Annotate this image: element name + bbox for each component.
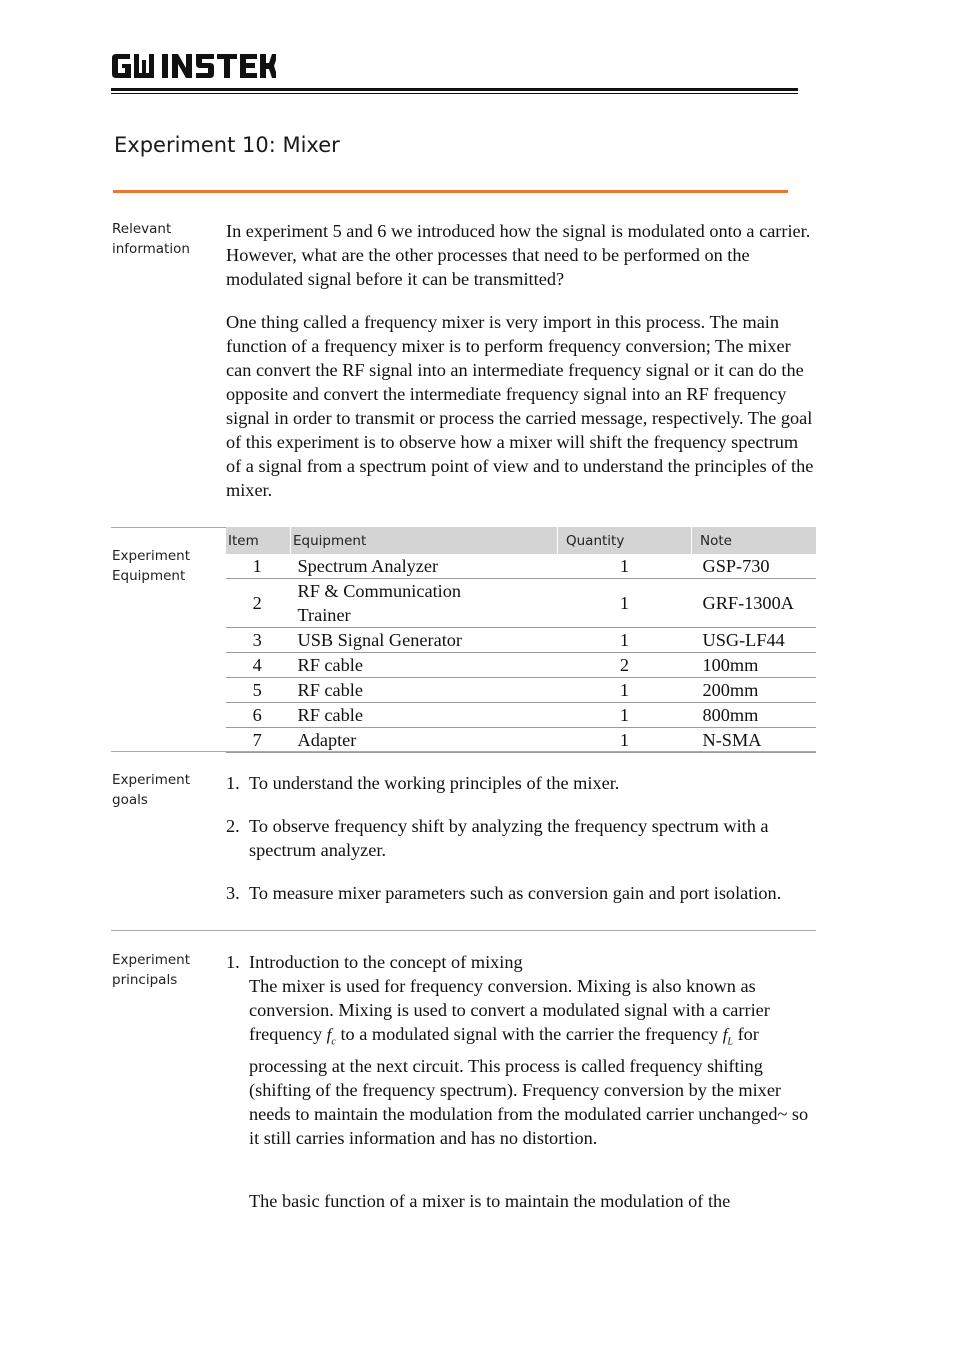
header-item: Item: [226, 527, 291, 554]
goal-item-1: [226, 771, 816, 795]
principal-body: [249, 950, 816, 1150]
cell-quantity: 1: [558, 678, 692, 703]
cell-note: USG-LF44: [692, 628, 817, 653]
symbol-fc-f: f: [326, 1025, 332, 1044]
goal-text: To measure mixer parameters such as conversion gain and port isolation.: [249, 883, 782, 903]
goal-number: 1.: [226, 773, 240, 793]
table-row: [226, 653, 816, 678]
table-header-row: [226, 527, 816, 554]
relevant-p2-text: One thing called a frequency mixer is very import in this process. The main function of a frequency mixer is to perform frequency conversion; The mixer can convert the RF signal into an intermediate frequency signal or it can do the opposite and convert the intermediate frequency signal into an RF frequency signal in order to transmit or process the carried message, respectively. The goal of this experiment is to observe how a mixer will shift the frequency spectrum of a signal from a spectrum point of view and to understand the principles of the mixer.: [226, 312, 814, 500]
cell-equipment: RF cable: [291, 653, 558, 678]
table-row: [226, 728, 816, 753]
cell-note: 800mm: [692, 703, 817, 728]
header-rule: [111, 88, 798, 91]
symbol-fl-f: f: [722, 1025, 728, 1044]
principal-last-text: The basic function of a mixer is to maintain the modulation of the: [249, 1191, 731, 1211]
cell-item: 3: [226, 628, 291, 653]
symbol-fl-sub: L: [727, 1036, 733, 1048]
symbol-fl: [722, 1025, 733, 1048]
goal-text: To observe frequency shift by analyzing the frequency spectrum with a spectrum analyzer.: [249, 816, 769, 860]
experiment-equipment-label: Experiment Equipment: [112, 548, 191, 584]
header-quantity: Quantity: [558, 527, 692, 554]
experiment-principals-label: Experiment principals: [112, 952, 191, 988]
table-row: [226, 703, 816, 728]
title-underline: [113, 190, 788, 193]
cell-note: 200mm: [692, 678, 817, 703]
goal-item-3: [226, 881, 816, 905]
cell-quantity: 1: [558, 728, 692, 753]
cell-quantity: 1: [558, 579, 692, 628]
header-note: Note: [692, 527, 817, 554]
equipment-table: [226, 527, 816, 753]
symbol-fc: [326, 1025, 336, 1048]
table-row: [226, 628, 816, 653]
cell-note: GSP-730: [692, 554, 817, 579]
principal-title: Introduction to the concept of mixing: [249, 952, 523, 972]
cell-equipment: Spectrum Analyzer: [291, 554, 558, 579]
goal-item-2: [226, 814, 816, 862]
symbol-fc-sub: c: [331, 1036, 336, 1048]
relevant-p1-text: In experiment 5 and 6 we introduced how the signal is modulated onto a carrier. However, what are the other processes that need to be performed on the modulated signal before it can be transmitted?: [226, 221, 811, 289]
gw-instek-logo: [112, 52, 276, 82]
header-equipment: Equipment: [291, 527, 558, 554]
principal-text-b: to a modulated signal with the carrier the frequency: [340, 1024, 719, 1044]
cell-quantity: 1: [558, 703, 692, 728]
cell-note: 100mm: [692, 653, 817, 678]
table-row: [226, 579, 816, 628]
cell-quantity: 1: [558, 554, 692, 579]
cell-item: 6: [226, 703, 291, 728]
principal-item-1: [226, 950, 816, 1150]
cell-item: 1: [226, 554, 291, 579]
section-divider: [111, 751, 816, 752]
relevant-paragraph-2: [226, 310, 816, 502]
cell-equipment: Adapter: [291, 728, 558, 753]
experiment-goals-label: Experiment goals: [112, 772, 191, 808]
cell-equipment: RF & Communication Trainer: [291, 579, 558, 628]
cell-item: 4: [226, 653, 291, 678]
goal-text: To understand the working principles of the mixer.: [249, 773, 620, 793]
section-divider: [111, 930, 816, 931]
relevant-information-label: Relevant information: [112, 221, 190, 257]
header-rule-thin: [111, 93, 798, 94]
table-row: [226, 678, 816, 703]
cell-note: N-SMA: [692, 728, 817, 753]
relevant-paragraph-1: [226, 219, 816, 291]
cell-item: 5: [226, 678, 291, 703]
cell-item: 2: [226, 579, 291, 628]
cell-equipment: RF cable: [291, 678, 558, 703]
principal-text-a: The mixer is used for frequency conversion. Mixing is also known as conversion. Mixing is used to convert a modulated signal with a carrier frequency: [249, 976, 770, 1044]
table-row: [226, 554, 816, 579]
goal-number: 2.: [226, 816, 240, 836]
principal-number: 1.: [226, 952, 240, 972]
cell-note: GRF-1300A: [692, 579, 817, 628]
principal-paragraph-last: [226, 1189, 816, 1213]
cell-equipment: USB Signal Generator: [291, 628, 558, 653]
page-title: Experiment 10: Mixer: [114, 133, 340, 157]
cell-quantity: 2: [558, 653, 692, 678]
cell-equipment: RF cable: [291, 703, 558, 728]
principal-text-c: for processing at the next circuit. This process is called frequency shifting (shifting of the frequency spectrum). Frequency conversion by the mixer needs to maintain the modulation from the modulated carrier unchanged~ so it still carries information and has no distortion.: [249, 1024, 809, 1149]
cell-quantity: 1: [558, 628, 692, 653]
cell-item: 7: [226, 728, 291, 753]
goal-number: 3.: [226, 883, 240, 903]
